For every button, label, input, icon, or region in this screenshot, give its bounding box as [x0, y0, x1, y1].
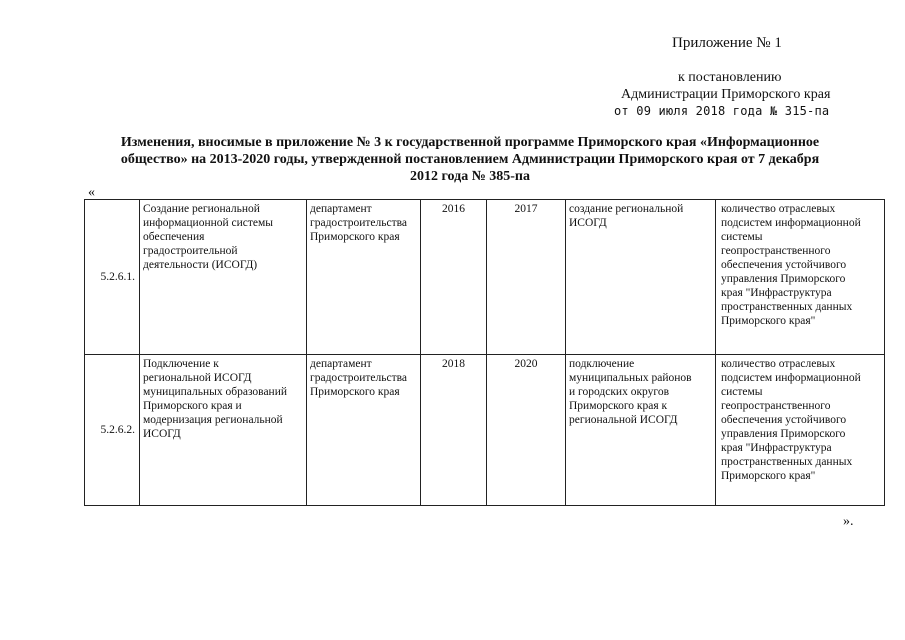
responsible-executor: департамент градостроительства Приморского края — [307, 355, 421, 506]
expected-result: создание региональной ИСОГД — [566, 200, 716, 355]
appendix-title: Приложение № 1 — [672, 35, 782, 51]
item-number: 5.2.6.2. — [85, 355, 140, 506]
document-title: Изменения, вносимые в приложение № 3 к государственной программе Приморского края «Информационное общество» на 2013-2020 годы, утвержденной постановлением Администрации Приморского края от 7 декабря 2012 года № 385-па — [120, 135, 820, 184]
resolution-date-stamp: от 09 июля 2018 года № 315-па — [614, 104, 830, 118]
table-row — [85, 355, 885, 506]
issuing-authority: Администрации Приморского края — [621, 87, 831, 102]
start-year: 2016 — [421, 200, 487, 355]
table-row — [85, 200, 885, 355]
target-indicator: количество отраслевых подсистем информационной системы геопространственного обеспечения устойчивого управления Приморского края "Инфраструктура пространственных данных Приморского края" — [716, 355, 885, 506]
activity-name: Подключение к региональной ИСОГД муниципальных образований Приморского края и модернизация региональной ИСОГД — [140, 355, 307, 506]
end-year: 2017 — [487, 200, 566, 355]
responsible-executor: департамент градостроительства Приморского края — [307, 200, 421, 355]
item-number: 5.2.6.1. — [85, 200, 140, 355]
resolution-reference: к постановлению — [678, 70, 782, 85]
expected-result: подключение муниципальных районов и городских округов Приморского края к региональной ИСОГД — [566, 355, 716, 506]
changes-table — [84, 199, 885, 506]
closing-quote: ». — [843, 514, 854, 529]
opening-quote: « — [88, 185, 95, 200]
start-year: 2018 — [421, 355, 487, 506]
activity-name: Создание региональной информационной системы обеспечения градостроительной деятельности (ИСОГД) — [140, 200, 307, 355]
target-indicator: количество отраслевых подсистем информационной системы геопространственного обеспечения устойчивого управления Приморского края "Инфраструктура пространственных данных Приморского края" — [716, 200, 885, 355]
end-year: 2020 — [487, 355, 566, 506]
